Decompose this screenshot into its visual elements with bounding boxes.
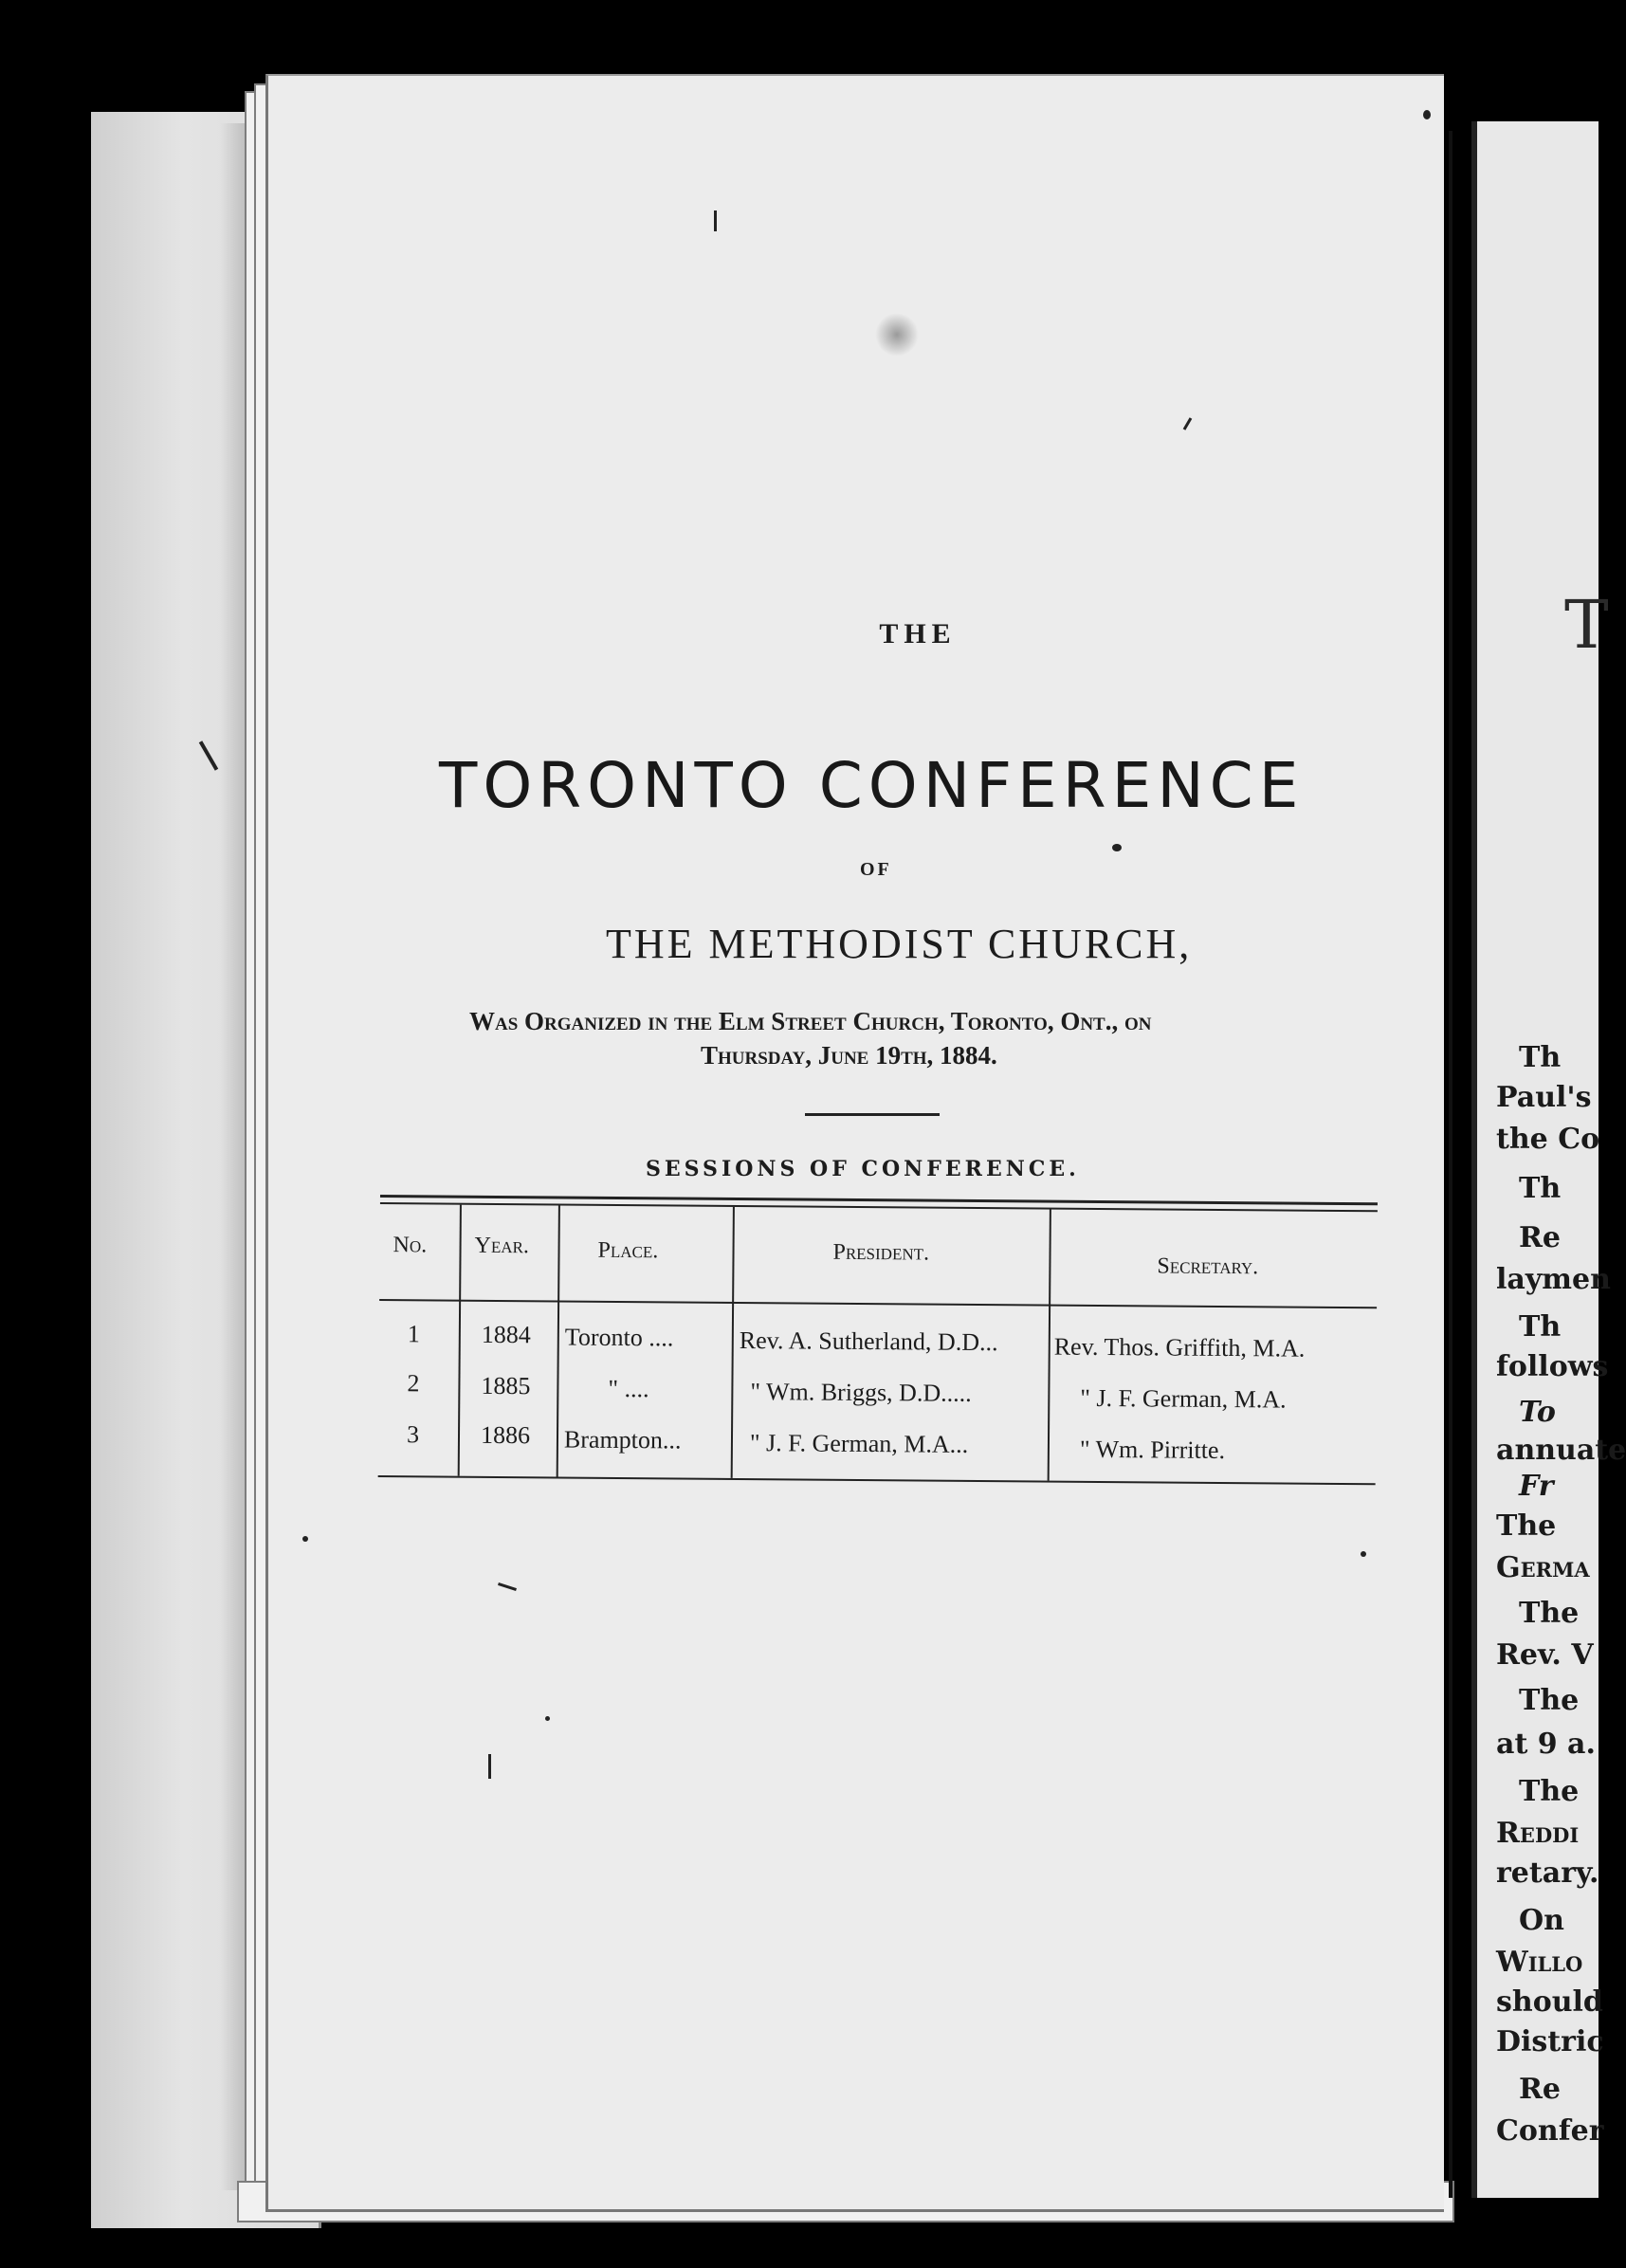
column-divider: [1048, 1210, 1051, 1481]
facing-fragment: should: [1496, 1985, 1603, 2019]
facing-page: [1471, 121, 1626, 2198]
row3-year: 1886: [480, 1420, 531, 1450]
ink-mark: [1183, 417, 1193, 430]
ink-mark: [488, 1754, 491, 1779]
heading-of: OF: [860, 859, 892, 880]
row3-secretary: " Wm. Pirritte.: [1079, 1435, 1226, 1465]
facing-page-big-letter: T: [1564, 586, 1609, 664]
facing-fragment: Rev. V: [1496, 1638, 1594, 1672]
row3-president: " J. F. German, M.A...: [749, 1429, 969, 1458]
row2-president: " Wm. Briggs, D.D.....: [750, 1378, 972, 1407]
row2-secretary: " J. F. German, M.A.: [1080, 1383, 1287, 1414]
ink-smudge: [875, 313, 919, 357]
table-header-rule: [379, 1299, 1377, 1308]
ink-mark: [498, 1582, 517, 1591]
row1-no: 1: [407, 1320, 420, 1348]
sessions-heading: SESSIONS OF CONFERENCE.: [646, 1157, 1080, 1181]
facing-fragment: Th: [1519, 1310, 1562, 1344]
organized-line-2: Thursday, June 19th, 1884.: [701, 1041, 997, 1070]
facing-fragment: To: [1519, 1396, 1556, 1429]
facing-fragment: The: [1519, 1597, 1580, 1630]
gutter-shadow: [1449, 131, 1452, 2198]
facing-fragment: retary.: [1496, 1856, 1599, 1890]
ink-mark: [714, 210, 717, 231]
row2-no: 2: [407, 1369, 420, 1398]
row1-year: 1884: [481, 1320, 531, 1349]
facing-fragment: Re: [1519, 2073, 1562, 2106]
facing-fragment: follows: [1496, 1350, 1609, 1383]
row1-president: Rev. A. Sutherland, D.D...: [739, 1326, 998, 1357]
facing-fragment: annuate: [1496, 1434, 1626, 1467]
ink-speck: [1361, 1551, 1366, 1557]
facing-fragment: Th: [1519, 1172, 1562, 1205]
row3-no: 3: [406, 1420, 420, 1449]
column-divider: [557, 1205, 560, 1476]
row2-year: 1885: [481, 1371, 531, 1400]
book-page: [265, 74, 1444, 2212]
facing-fragment: Confer: [1496, 2114, 1604, 2148]
facing-fragment: The: [1519, 1684, 1580, 1717]
header-place: Place.: [597, 1237, 659, 1264]
row1-place: Toronto ....: [564, 1323, 674, 1352]
facing-fragment: the Co: [1496, 1123, 1600, 1156]
facing-fragment: Fr: [1519, 1470, 1554, 1503]
facing-fragment: Re: [1519, 1221, 1562, 1254]
heading-the: THE: [879, 618, 957, 649]
facing-fragment: Th: [1519, 1041, 1562, 1074]
column-divider: [731, 1207, 735, 1478]
facing-fragment: Willo: [1496, 1946, 1583, 1979]
bleed-through-text: [553, 493, 562, 538]
facing-fragment: Distric: [1496, 2025, 1604, 2058]
facing-fragment: Paul's: [1496, 1081, 1592, 1114]
table-bottom-rule: [378, 1475, 1376, 1485]
ink-speck: [545, 1716, 550, 1721]
facing-fragment: The: [1496, 1509, 1557, 1543]
row2-place: " ....: [608, 1374, 649, 1403]
sessions-table: [377, 1195, 1378, 1525]
organized-line-1: Was Organized in the Elm Street Church, Toronto, Ont., on: [469, 1007, 1152, 1035]
facing-fragment: Reddi: [1496, 1817, 1580, 1850]
facing-fragment: The: [1519, 1775, 1580, 1808]
header-president: President.: [832, 1239, 930, 1266]
document-title: TORONTO CONFERENCE: [439, 749, 1305, 822]
facing-fragment: On: [1519, 1904, 1564, 1937]
header-no: No.: [393, 1233, 428, 1258]
ink-speck: [1423, 110, 1431, 119]
facing-fragment: at 9 a.: [1496, 1728, 1596, 1761]
header-year: Year.: [474, 1233, 530, 1259]
church-name: THE METHODIST CHURCH,: [606, 921, 1193, 967]
ink-speck: [302, 1536, 308, 1542]
divider-rule: [805, 1113, 940, 1116]
column-divider: [458, 1205, 462, 1476]
row1-secretary: Rev. Thos. Griffith, M.A.: [1053, 1332, 1306, 1363]
ink-speck: [1112, 844, 1122, 851]
facing-fragment: laymen: [1496, 1263, 1611, 1296]
facing-fragment: Germa: [1496, 1551, 1590, 1584]
header-secretary: Secretary.: [1157, 1253, 1259, 1280]
row3-place: Brampton...: [563, 1425, 682, 1454]
